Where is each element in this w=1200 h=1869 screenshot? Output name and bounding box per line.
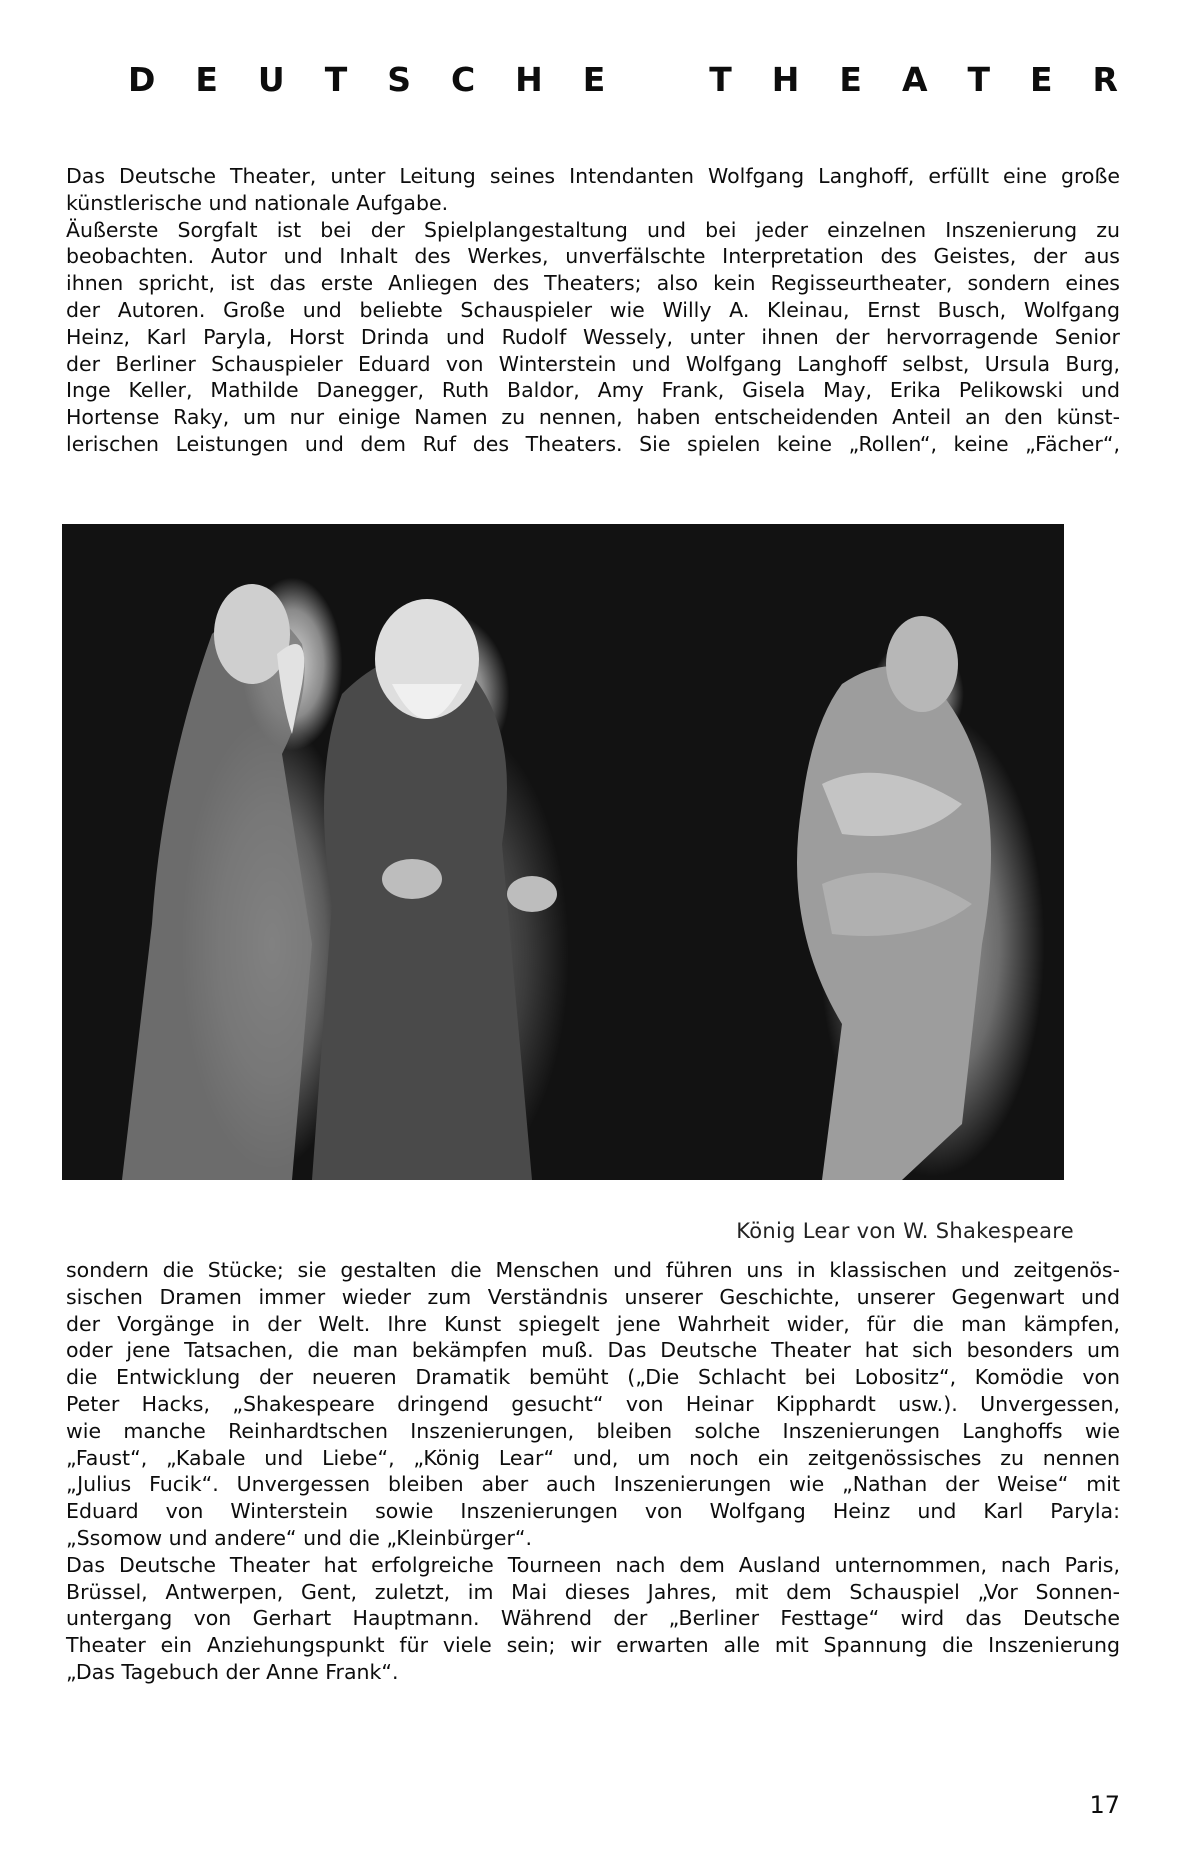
title-letter: E xyxy=(839,60,862,99)
text-line: ihnen spricht, ist das erste Anliegen des Theaters; also kein Regisseurtheater, sondern eines xyxy=(66,271,1120,296)
text-line: künstlerische und nationale Aufgabe. xyxy=(66,190,449,215)
text-line: lerischen Leistungen und dem Ruf des Theaters. Sie spielen keine „Rollen“, keine „Fächer“, xyxy=(66,431,1120,456)
title-letter: T xyxy=(324,60,348,99)
text-line: beobachten. Autor und Inhalt des Werkes, unverfälschte Interpretation des Geistes, der aus xyxy=(66,244,1120,269)
text-line: oder jene Tatsachen, die man bekämpfen muß. Das Deutsche Theater hat sich besonders um xyxy=(66,1338,1120,1363)
text-line: sischen Dramen immer wieder zum Verständnis unserer Geschichte, unserer Gegenwart und xyxy=(66,1284,1120,1309)
title-word-gap xyxy=(645,60,669,100)
text-line: „Faust“, „Kabale und Liebe“, „König Lear“ und, um noch ein zeitgenössisches zu nennen xyxy=(66,1445,1120,1470)
text-line: „Ssomow und andere“ und die „Kleinbürger“. xyxy=(66,1525,533,1550)
text-line: die Entwicklung der neueren Dramatik bemüht („Die Schlacht bei Lobositz“, Komödie von xyxy=(66,1365,1120,1390)
title-letter: C xyxy=(450,60,476,99)
title-letter: E xyxy=(1029,60,1053,99)
title-letter: T xyxy=(709,60,732,99)
title-letter: A xyxy=(901,60,928,99)
title-letter: E xyxy=(195,60,218,99)
text-line: Eduard von Winterstein sowie Inszenierungen von Wolfgang Heinz und Karl Paryla: xyxy=(66,1499,1120,1524)
stage-photo-figures xyxy=(62,524,1064,1180)
text-line: Peter Hacks, „Shakespeare dringend gesucht“ von Heinar Kipphardt usw.). Unvergessen, xyxy=(66,1391,1120,1416)
text-line: untergang von Gerhart Hauptmann. Während der „Berliner Festtage“ wird das Deutsche xyxy=(66,1606,1120,1631)
text-line: wie manche Reinhardtschen Inszenierungen, bleiben solche Inszenierungen Langhoffs wie xyxy=(66,1418,1120,1443)
title-letter: D xyxy=(128,60,156,99)
page-title xyxy=(128,60,1118,100)
title-letter: H xyxy=(771,60,800,99)
text-line: Hortense Raky, um nur einige Namen zu nennen, haben entscheidenden Anteil an den künst- xyxy=(66,405,1120,430)
text-line: Heinz, Karl Paryla, Horst Drinda und Rudolf Wessely, unter ihnen der hervorragende Senior xyxy=(66,324,1120,349)
text-line: der Berliner Schauspieler Eduard von Winterstein und Wolfgang Langhoff selbst, Ursula Burg, xyxy=(66,351,1120,376)
text-line: „Julius Fucik“. Unvergessen bleiben aber auch Inszenierungen wie „Nathan der Weise“ mit xyxy=(66,1472,1120,1497)
title-letter: E xyxy=(582,60,606,99)
text-line: Das Deutsche Theater hat erfolgreiche Tourneen nach dem Ausland unternommen, nach Paris, xyxy=(66,1552,1120,1577)
title-letter: T xyxy=(967,60,990,99)
title-letter: H xyxy=(515,60,543,99)
title-letter: S xyxy=(387,60,411,99)
article-text-bottom xyxy=(66,1257,1120,1686)
title-letter: R xyxy=(1092,60,1118,99)
text-line: Inge Keller, Mathilde Danegger, Ruth Baldor, Amy Frank, Gisela May, Erika Pelikowski und xyxy=(66,378,1120,403)
title-letter: U xyxy=(257,60,285,99)
stage-photo xyxy=(62,524,1064,1180)
text-line: der Vorgänge in der Welt. Ihre Kunst spiegelt jene Wahrheit wider, für die man kämpfen, xyxy=(66,1311,1120,1336)
text-line: „Das Tagebuch der Anne Frank“. xyxy=(66,1659,399,1684)
text-line: Äußerste Sorgfalt ist bei der Spielplangestaltung und bei jeder einzelnen Inszenierung zu xyxy=(66,217,1120,242)
text-line: der Autoren. Große und beliebte Schauspieler wie Willy A. Kleinau, Ernst Busch, Wolfgang xyxy=(66,297,1120,322)
page-number: 17 xyxy=(1089,1791,1120,1819)
text-line: Brüssel, Antwerpen, Gent, zuletzt, im Mai dieses Jahres, mit dem Schauspiel „Vor Sonnen- xyxy=(66,1579,1120,1604)
photo-caption: König Lear von W. Shakespeare xyxy=(736,1219,1074,1243)
text-line: sondern die Stücke; sie gestalten die Menschen und führen uns in klassischen und zeitgenös- xyxy=(66,1258,1120,1282)
article-text-top xyxy=(66,163,1120,458)
text-line: Theater ein Anziehungspunkt für viele sein; wir erwarten alle mit Spannung die Inszenierung xyxy=(66,1633,1120,1658)
text-line: Das Deutsche Theater, unter Leitung seines Intendanten Wolfgang Langhoff, erfüllt eine große xyxy=(66,164,1120,188)
